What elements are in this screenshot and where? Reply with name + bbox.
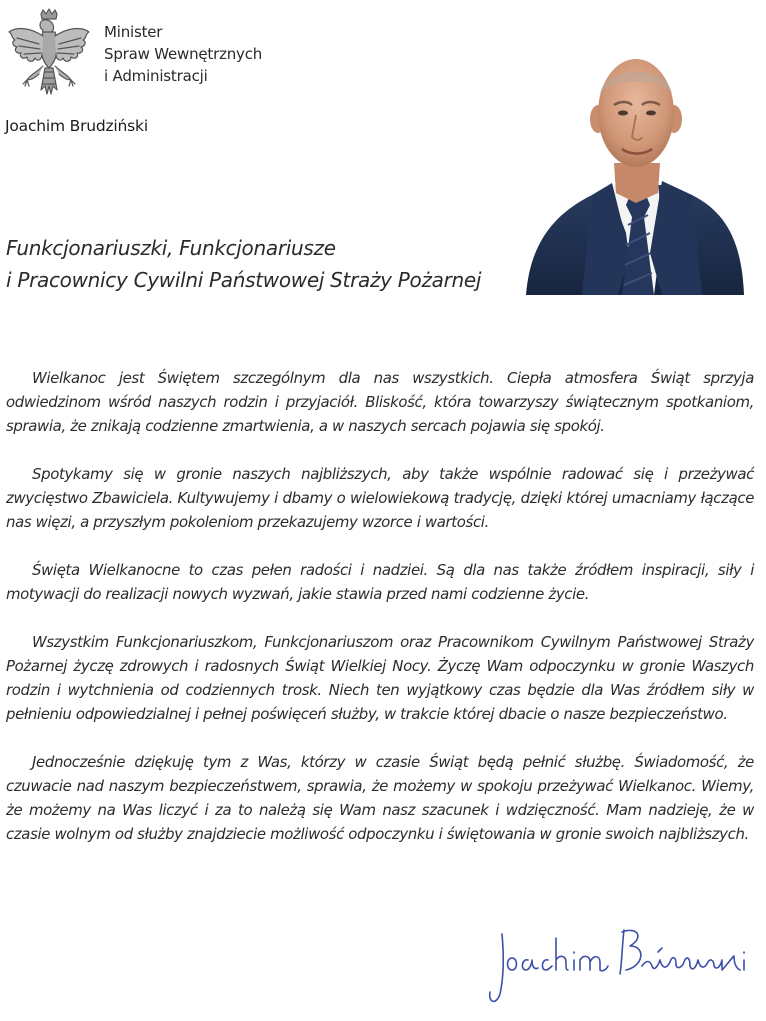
paragraph: Wielkanoc jest Świętem szczególnym dla nas wszystkich. Ciepła atmosfera Świąt sprzyja odwiedzinom wśród naszych rodzin i przyjaciół. Bliskość, która towarzyszy świątecznym spotkaniom, sprawia, że znikają codzienne zmartwienia, a w naszych sercach pojawia się spokój. bbox=[6, 369, 754, 435]
salutation bbox=[6, 232, 481, 296]
polish-eagle-emblem-icon bbox=[5, 8, 93, 106]
paragraph: Spotykamy się w gronie naszych najbliższych, aby także wspólnie radować się i przeżywać zwycięstwo Zbawiciela. Kultywujemy i dbamy o wielowiekową tradycję, dzięki której umacniamy łączące nas więzi, a przyszłym pokoleniom przekazujemy wzorce i wartości. bbox=[6, 465, 754, 531]
handwritten-signature bbox=[482, 916, 760, 1012]
ministry-line: Minister bbox=[104, 23, 163, 41]
paragraph: Wszystkim Funkcjonariuszkom, Funkcjonariuszom oraz Pracownikom Cywilnym Państwowej Straży Pożarnej życzę zdrowych i radosnych Świąt Wielkiej Nocy. Życzę Wam odpoczynku w gronie Waszych rodzin i wytchnienia od codziennych trosk. Niech ten wyjątkowy czas będzie dla Was źródłem siły w pełnieniu odpowiedzialnej i pełnej poświęceń służby, w trakcie której dbacie o nasze bezpieczeństwo. bbox=[6, 633, 754, 723]
ministry-title bbox=[104, 21, 262, 87]
ministry-line: Spraw Wewnętrznych bbox=[104, 45, 263, 63]
paragraph: Święta Wielkanocne to czas pełen radości i nadziei. Są dla nas także źródłem inspiracji, siły i motywacji do realizacji nowych wyzwań, jakie stawia przed nami codzienne życie. bbox=[6, 561, 754, 603]
ministry-line: i Administracji bbox=[104, 67, 208, 85]
paragraph: Jednocześnie dziękuję tym z Was, którzy w czasie Świąt będą pełnić służbę. Świadomość, że czuwacie nad naszym bezpieczeństwem, sprawia, że możemy w spokoju przeżywać Wielkanoc. Wiemy, że możemy na Was liczyć i za to należą się Wam nasz szacunek i wdzięczność. Mam nadzieję, że w czasie wolnym od służby znajdziecie możliwość odpoczynku i świętowania w gronie swoich najbliższych. bbox=[6, 753, 754, 843]
salutation-line: Funkcjonariuszki, Funkcjonariusze bbox=[6, 236, 336, 260]
minister-portrait-photo bbox=[522, 55, 746, 295]
letter-body bbox=[6, 366, 754, 870]
minister-name: Joachim Brudziński bbox=[5, 117, 148, 135]
salutation-line: i Pracownicy Cywilni Państwowej Straży Pożarnej bbox=[6, 268, 482, 292]
